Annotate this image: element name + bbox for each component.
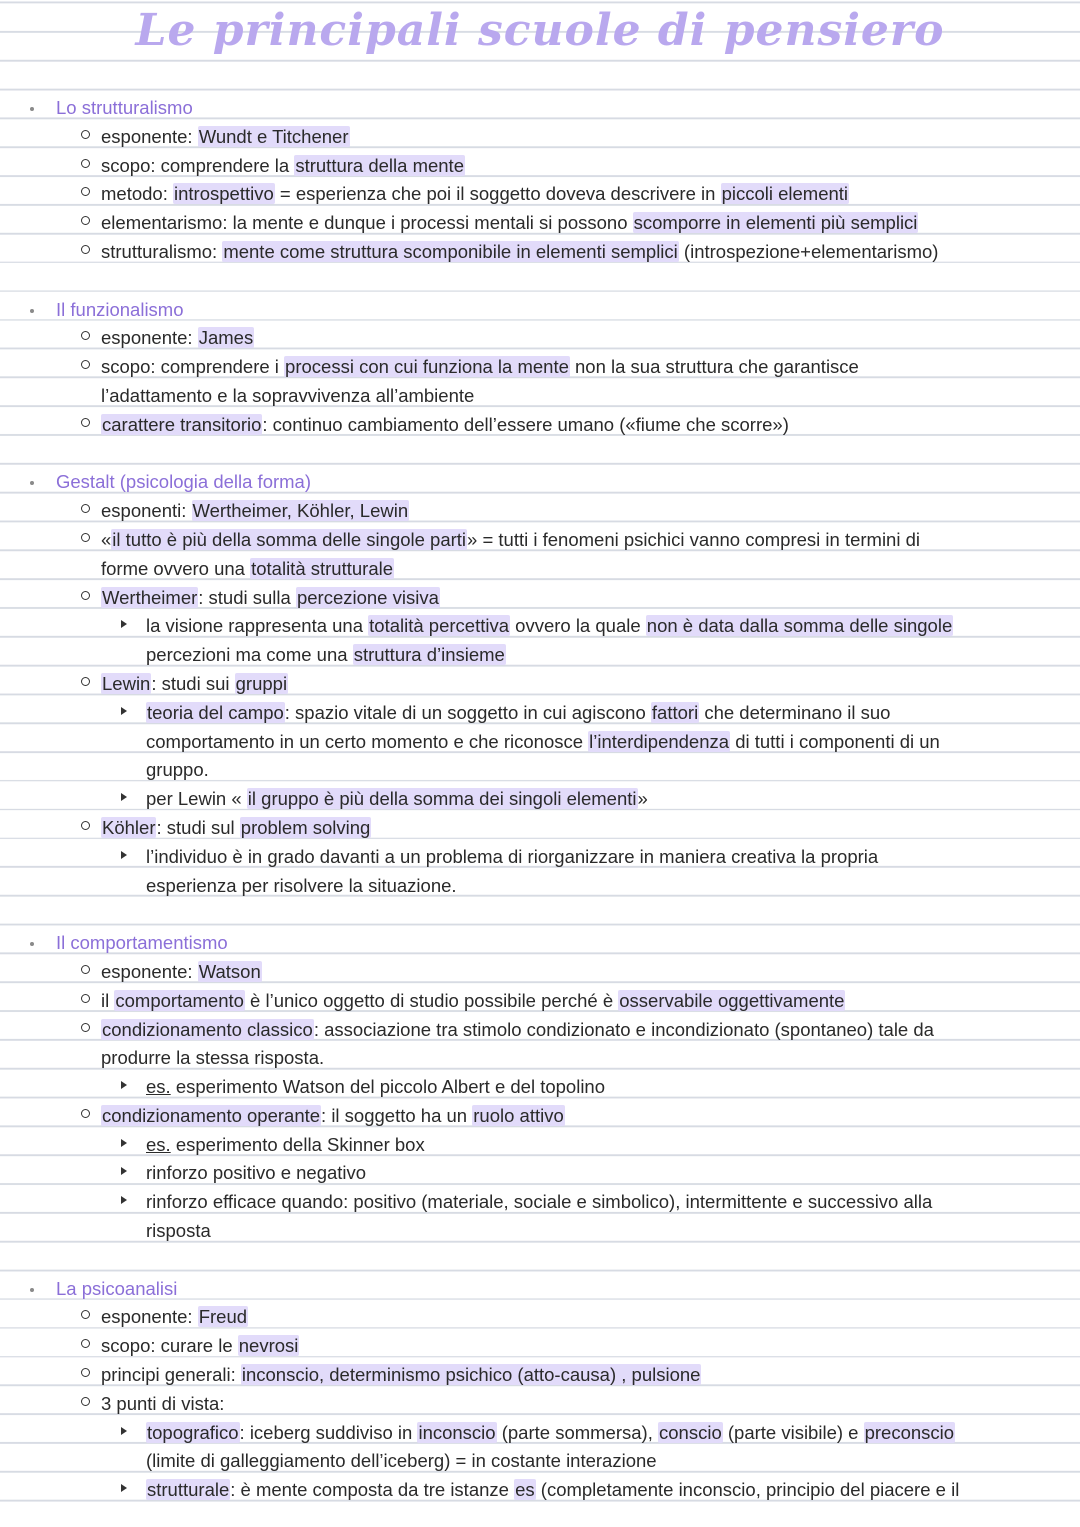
text-segment: ovvero la quale — [510, 615, 646, 637]
note-line — [0, 584, 1080, 613]
circle-bullet-icon — [81, 1109, 90, 1118]
text-segment: esperimento Watson del piccolo Albert e del topolino — [170, 1076, 606, 1098]
note-line — [0, 785, 1080, 814]
note-line — [0, 1016, 1080, 1045]
section-heading — [0, 296, 1080, 325]
triangle-bullet-icon — [121, 1081, 127, 1089]
note-line — [0, 152, 1080, 181]
text-segment: : studi sul — [156, 816, 240, 838]
section-heading — [0, 468, 1080, 497]
circle-bullet-icon — [81, 1368, 90, 1377]
highlighted-text: non è data dalla somma delle singole — [646, 615, 953, 637]
highlighted-text: es — [515, 1479, 535, 1501]
text-segment: esponenti: — [101, 500, 192, 522]
note-line — [0, 987, 1080, 1016]
highlighted-text: Lewin — [102, 672, 151, 694]
highlighted-text: mente come struttura scomponibile in elementi semplici — [223, 240, 678, 262]
text-segment: risposta — [146, 1220, 211, 1242]
note-line — [0, 1073, 1080, 1102]
note-line — [0, 699, 1080, 728]
text-segment: rinforzo positivo e negativo — [146, 1162, 367, 1184]
highlighted-text: nevrosi — [238, 1335, 299, 1357]
text-segment: esponente: — [101, 327, 198, 349]
note-line — [0, 958, 1080, 987]
highlighted-text: il gruppo è più della somma dei singoli elementi — [247, 788, 637, 810]
note-line — [0, 1447, 1080, 1476]
text-segment: : il soggetto ha un — [321, 1104, 473, 1126]
text-segment: esponente: — [101, 125, 198, 147]
text-segment: : iceberg suddiviso in — [239, 1421, 418, 1443]
triangle-bullet-icon — [121, 1484, 127, 1492]
text-segment: : studi sulla — [198, 586, 296, 608]
text-segment: La psicoanalisi — [56, 1277, 178, 1299]
circle-bullet-icon — [81, 994, 90, 1003]
highlighted-text: Watson — [198, 960, 261, 982]
note-line — [0, 843, 1080, 872]
note-line — [0, 353, 1080, 382]
text-segment: produrre la stessa risposta. — [101, 1047, 325, 1069]
text-segment: è l’unico oggetto di studio possibile perché è — [244, 989, 619, 1011]
note-line — [0, 728, 1080, 757]
text-segment: esponente: — [101, 1306, 198, 1328]
triangle-bullet-icon — [121, 793, 127, 801]
text-segment: : studi sui — [151, 672, 235, 694]
circle-bullet-icon — [81, 821, 90, 830]
text-segment: Gestalt (psicologia della forma) — [56, 471, 311, 493]
triangle-bullet-icon — [121, 1139, 127, 1147]
highlighted-text: condizionamento classico — [102, 1018, 313, 1040]
circle-bullet-icon — [81, 331, 90, 340]
circle-bullet-icon — [81, 591, 90, 600]
text-segment: Lo strutturalismo — [56, 97, 193, 118]
highlighted-text: processi con cui funziona la mente — [285, 356, 569, 378]
notes-body — [0, 94, 1080, 1505]
note-line — [0, 497, 1080, 526]
note-line — [0, 814, 1080, 843]
text-segment: Il funzionalismo — [56, 298, 184, 320]
highlighted-text: teoria del campo — [147, 701, 284, 723]
section-gap — [0, 1246, 1080, 1275]
note-line — [0, 1159, 1080, 1188]
note-line — [0, 1044, 1080, 1073]
text-segment: principi generali: — [101, 1364, 241, 1386]
text-segment: non la sua struttura che garantisce — [569, 356, 859, 378]
section-gap — [0, 900, 1080, 929]
circle-bullet-icon — [81, 130, 90, 139]
circle-bullet-icon — [81, 1310, 90, 1319]
page-title: Le principali scuole di pensiero — [135, 5, 945, 56]
dot-bullet-icon — [30, 942, 34, 946]
dot-bullet-icon — [30, 107, 34, 111]
highlighted-text: conscio — [659, 1421, 722, 1443]
highlighted-text: Wundt e Titchener — [198, 125, 349, 147]
note-line — [0, 872, 1080, 901]
dot-bullet-icon — [30, 481, 34, 485]
text-segment: 3 punti di vista: — [101, 1392, 225, 1414]
highlighted-text: l’interdipendenza — [589, 730, 730, 752]
text-segment: forme ovvero una — [101, 557, 251, 579]
note-line — [0, 1332, 1080, 1361]
highlighted-text: percezione visiva — [296, 586, 439, 608]
highlighted-text: ruolo attivo — [473, 1104, 564, 1126]
note-line — [0, 641, 1080, 670]
text-segment: es. — [146, 1076, 171, 1098]
highlighted-text: gruppi — [235, 672, 288, 694]
text-segment: scopo: curare le — [101, 1335, 238, 1357]
text-segment: metodo: — [101, 183, 173, 205]
note-line — [0, 756, 1080, 785]
section-gap — [0, 440, 1080, 469]
text-segment: scopo: comprendere la — [101, 154, 295, 176]
text-segment: esperimento della Skinner box — [170, 1133, 425, 1155]
text-segment: gruppo. — [146, 759, 209, 781]
highlighted-text: comportamento — [115, 989, 244, 1011]
section-heading — [0, 929, 1080, 958]
circle-bullet-icon — [81, 1339, 90, 1348]
highlighted-text: fattori — [651, 701, 699, 723]
text-segment: rinforzo efficace quando: positivo (materiale, sociale e simbolico), intermittente e successivo alla — [146, 1191, 933, 1213]
circle-bullet-icon — [81, 965, 90, 974]
note-line — [0, 324, 1080, 353]
highlighted-text: topografico — [147, 1421, 239, 1443]
circle-bullet-icon — [81, 533, 90, 542]
circle-bullet-icon — [81, 187, 90, 196]
triangle-bullet-icon — [121, 1167, 127, 1175]
highlighted-text: il tutto è più della somma delle singole parti — [112, 528, 467, 550]
text-segment: elementarismo: la mente e dunque i processi mentali si possono — [101, 212, 633, 234]
section-heading — [0, 94, 1080, 123]
circle-bullet-icon — [81, 1023, 90, 1032]
text-segment: esponente: — [101, 960, 198, 982]
text-segment: percezioni ma come una — [146, 644, 353, 666]
text-segment: : spazio vitale di un soggetto in cui agiscono — [284, 701, 651, 723]
highlighted-text: piccoli elementi — [721, 183, 849, 205]
highlighted-text: condizionamento operante — [102, 1104, 321, 1126]
text-segment: l’individuo è in grado davanti a un problema di riorganizzare in maniera creativa la propria — [146, 845, 879, 867]
highlighted-text: Freud — [198, 1306, 248, 1328]
note-line — [0, 382, 1080, 411]
note-line — [0, 1390, 1080, 1419]
text-segment: l’adattamento e la sopravvivenza all’ambiente — [101, 384, 475, 406]
highlighted-text: inconscio — [418, 1421, 496, 1443]
text-segment: (completamente inconscio, principio del piacere e il — [535, 1479, 960, 1501]
text-segment: : è mente composta da tre istanze — [230, 1479, 515, 1501]
highlighted-text: totalità percettiva — [369, 615, 510, 637]
highlighted-text: Köhler — [102, 816, 156, 838]
text-segment: » — [637, 788, 648, 810]
highlighted-text: Wertheimer, Köhler, Lewin — [192, 500, 409, 522]
circle-bullet-icon — [81, 418, 90, 427]
note-line — [0, 180, 1080, 209]
highlighted-text: totalità strutturale — [251, 557, 394, 579]
note-line — [0, 411, 1080, 440]
note-line — [0, 238, 1080, 267]
text-segment: (limite di galleggiamento dell’iceberg) = in costante interazione — [146, 1450, 657, 1472]
text-segment: comportamento in un certo momento e che riconosce — [146, 730, 589, 752]
section-heading — [0, 1275, 1080, 1304]
highlighted-text: introspettivo — [174, 183, 274, 205]
dot-bullet-icon — [30, 1288, 34, 1292]
highlighted-text: osservabile oggettivamente — [619, 989, 845, 1011]
note-line — [0, 1217, 1080, 1246]
text-segment: Il comportamentismo — [56, 932, 228, 954]
highlighted-text: problem solving — [240, 816, 371, 838]
note-line — [0, 1102, 1080, 1131]
text-segment: es. — [146, 1133, 171, 1155]
highlighted-text: scomporre in elementi più semplici — [633, 212, 918, 234]
note-line — [0, 123, 1080, 152]
circle-bullet-icon — [81, 216, 90, 225]
note-line — [0, 1131, 1080, 1160]
highlighted-text: James — [198, 327, 254, 349]
triangle-bullet-icon — [121, 620, 127, 628]
highlighted-text: carattere transitorio — [102, 413, 262, 435]
text-segment: (parte sommersa), — [496, 1421, 658, 1443]
highlighted-text: struttura d’insieme — [353, 644, 505, 666]
circle-bullet-icon — [81, 677, 90, 686]
text-segment: (parte visibile) e — [722, 1421, 864, 1443]
circle-bullet-icon — [81, 245, 90, 254]
note-line — [0, 1476, 1080, 1505]
circle-bullet-icon — [81, 360, 90, 369]
triangle-bullet-icon — [121, 1427, 127, 1435]
note-line — [0, 526, 1080, 555]
note-line — [0, 1188, 1080, 1217]
text-segment: (introspezione+elementarismo) — [678, 240, 939, 262]
text-segment: = esperienza che poi il soggetto doveva descrivere in — [274, 183, 721, 205]
circle-bullet-icon — [81, 159, 90, 168]
text-segment: : continuo cambiamento dell’essere umano («fiume che scorre») — [262, 413, 789, 435]
highlighted-text: Wertheimer — [102, 586, 198, 608]
text-segment: che determinano il suo — [699, 701, 891, 723]
text-segment: « — [101, 528, 112, 550]
text-segment: la visione rappresenta una — [146, 615, 369, 637]
text-segment: » = tutti i fenomeni psichici vanno compresi in termini di — [467, 528, 920, 550]
text-segment: di tutti i componenti di un — [730, 730, 940, 752]
circle-bullet-icon — [81, 504, 90, 513]
triangle-bullet-icon — [121, 1196, 127, 1204]
highlighted-text: struttura della mente — [295, 154, 464, 176]
note-line — [0, 670, 1080, 699]
note-line — [0, 612, 1080, 641]
note-line — [0, 209, 1080, 238]
section-gap — [0, 267, 1080, 296]
highlighted-text: inconscio, determinismo psichico (atto-causa) , pulsione — [241, 1364, 701, 1386]
triangle-bullet-icon — [121, 707, 127, 715]
dot-bullet-icon — [30, 309, 34, 313]
triangle-bullet-icon — [121, 851, 127, 859]
note-line — [0, 555, 1080, 584]
note-line — [0, 1361, 1080, 1390]
text-segment: : associazione tra stimolo condizionato e incondizionato (spontaneo) tale da — [313, 1018, 934, 1040]
note-line — [0, 1419, 1080, 1448]
text-segment: strutturalismo: — [101, 240, 223, 262]
circle-bullet-icon — [81, 1397, 90, 1406]
highlighted-text: preconscio — [864, 1421, 955, 1443]
text-segment: il — [101, 989, 115, 1011]
highlighted-text: strutturale — [147, 1479, 230, 1501]
text-segment: per Lewin « — [146, 788, 247, 810]
text-segment: scopo: comprendere i — [101, 356, 285, 378]
text-segment: esperienza per risolvere la situazione. — [146, 874, 457, 896]
note-line — [0, 1303, 1080, 1332]
